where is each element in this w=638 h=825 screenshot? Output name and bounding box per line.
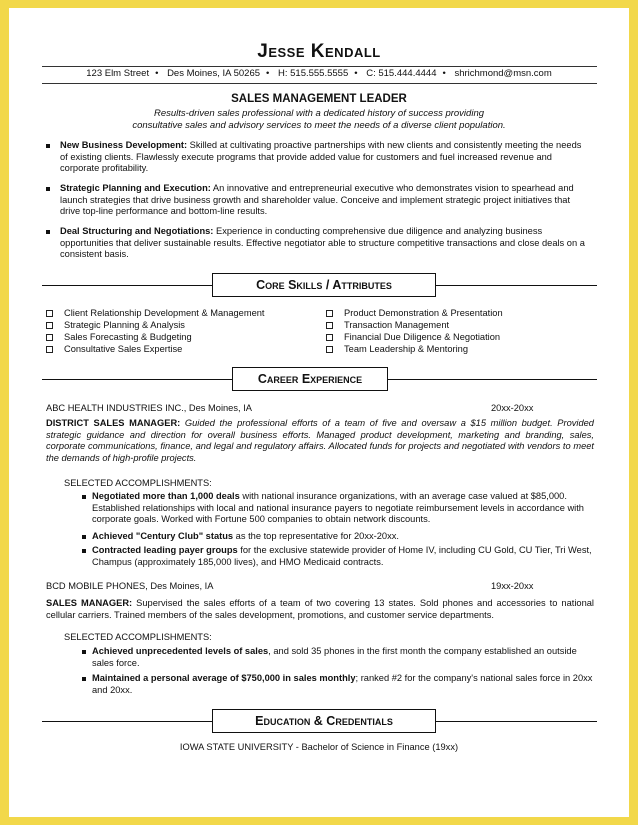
accomplishment-highlight: Contracted leading payer groups: [92, 545, 238, 555]
applicant-name: Jesse Kendall: [257, 41, 381, 62]
city: Des Moines, IA 50265: [167, 68, 261, 79]
checkbox-icon: [46, 322, 53, 329]
checkbox-icon: [326, 346, 333, 353]
accomplishment-highlight: Achieved "Century Club" status: [92, 531, 234, 541]
separator: •: [442, 68, 446, 79]
checkbox-icon: [326, 310, 333, 317]
skill-item: [46, 343, 265, 355]
skill-item: [46, 331, 265, 343]
summary-item: [46, 140, 591, 175]
contact-line: [9, 68, 629, 79]
summary-title: New Business Development:: [60, 140, 188, 150]
company-name: ABC HEALTH INDUSTRIES INC., Des Moines, IA: [46, 403, 252, 413]
summary-item: [46, 226, 591, 261]
skill-label: Consultative Sales Expertise: [64, 344, 183, 354]
bullet-icon: [82, 495, 86, 499]
skill-item: [46, 319, 265, 331]
email: shrichmond@msn.com: [454, 68, 552, 79]
job-summary: Supervised the sales efforts of a team of two covering 13 states. Sold phones and accessories to national cellular carriers. Trained members of the sales development, promotions, and customer service departments.: [46, 598, 594, 620]
skill-item: [326, 331, 503, 343]
checkbox-icon: [326, 334, 333, 341]
section-heading-education: Education & Credentials: [212, 709, 436, 733]
separator: •: [354, 68, 358, 79]
summary-text: Experience in conducting comprehensive due diligence and analyzing business opportunities that deliver sustainable results. Effective negotiator able to structure competitive transactions and close deals on a consistent basis.: [60, 226, 585, 260]
accomplishment-text: , and sold 35 phones in the first month the company established an outside sales force.: [92, 646, 577, 668]
summary-title: Strategic Planning and Execution:: [60, 183, 211, 193]
education-entry: IOWA STATE UNIVERSITY - Bachelor of Science in Finance (19xx): [179, 742, 459, 752]
separator: •: [155, 68, 159, 79]
accomplishment-highlight: Maintained a personal average of $750,000 in sales monthly: [92, 673, 356, 683]
summary-item: [46, 183, 591, 218]
resume-page: [9, 8, 629, 817]
skill-label: Product Demonstration & Presentation: [344, 308, 503, 318]
skill-label: Team Leadership & Mentoring: [344, 344, 469, 354]
accomplishment-item: [82, 491, 597, 526]
bullet-icon: [82, 677, 86, 681]
separator: •: [266, 68, 270, 79]
tagline: Results-driven sales professional with a dedicated history of success providing consultative sales and advisory services to meet the needs of a diverse client population.: [132, 108, 506, 131]
checkbox-icon: [326, 322, 333, 329]
accomplishments-label: SELECTED ACCOMPLISHMENTS:: [64, 632, 212, 642]
bullet-icon: [46, 144, 50, 148]
home-phone: H: 515.555.5555: [277, 68, 349, 79]
section-heading-experience: Career Experience: [232, 367, 388, 391]
job-dates: 20xx-20xx: [491, 403, 534, 413]
bullet-icon: [82, 650, 86, 654]
cell-phone: C: 515.444.4444: [366, 68, 437, 79]
skill-item: [326, 307, 503, 319]
bullet-icon: [46, 230, 50, 234]
skills-list-right: [326, 307, 503, 355]
accomplishment-item: [82, 531, 597, 543]
bullet-icon: [46, 187, 50, 191]
summary-text: An innovative and entrepreneurial executive who demonstrates vision to spearhead and launch strategies that drive business growth and shareholder value. Conceive and implement strategic project initiatives that drive top-line performance and bottom-line results.: [60, 183, 574, 217]
skill-label: Sales Forecasting & Budgeting: [64, 332, 192, 342]
skill-label: Financial Due Diligence & Negotiation: [344, 332, 501, 342]
skill-item: [46, 307, 265, 319]
job-summary: Guided the professional efforts of a team of five and oversaw a $15 million budget. Provided strategic guidance and direction for overall business efforts. Managed product development, marketing and branding, sales, corporate communications, finance, and legal and regulatory affairs. Allocated funds for projects and negotiated with vendors to meet the demands of high-profile projects.: [46, 418, 594, 464]
job-title: DISTRICT SALES MANAGER:: [46, 418, 181, 428]
skill-label: Client Relationship Development & Management: [64, 308, 265, 318]
skill-item: [326, 343, 503, 355]
accomplishment-text: for the exclusive statewide provider of Home IV, including CU Gold, CU Tier, Tri West, Champus (approximately 185,000 lives), and HMO Medicaid contracts.: [92, 545, 592, 567]
summary-title: Deal Structuring and Negotiations:: [60, 226, 214, 236]
accomplishments-label: SELECTED ACCOMPLISHMENTS:: [64, 478, 212, 488]
job-title: SALES MANAGER:: [46, 598, 133, 608]
headline: SALES MANAGEMENT LEADER: [231, 93, 407, 105]
accomplishment-highlight: Negotiated more than 1,000 deals: [92, 491, 240, 501]
header-rule-top: [42, 66, 597, 67]
accomplishment-item: [82, 673, 597, 696]
skill-label: Strategic Planning & Analysis: [64, 320, 185, 330]
checkbox-icon: [46, 334, 53, 341]
skill-label: Transaction Management: [344, 320, 450, 330]
summary-text: Skilled at cultivating proactive partnerships with new clients and consistently meeting the needs of existing clients. Flawlessly execute programs that provide added value for customers and fuel increased revenue and corporate profitability.: [60, 140, 582, 174]
skills-list-left: [46, 307, 265, 355]
checkbox-icon: [46, 346, 53, 353]
skill-item: [326, 319, 503, 331]
section-heading-skills: Core Skills / Attributes: [212, 273, 436, 297]
bullet-icon: [82, 549, 86, 553]
header-rule-bottom: [42, 83, 597, 84]
accomplishment-text: as the top representative for 20xx-20xx.: [233, 531, 399, 541]
accomplishment-text: ; ranked #2 for the company's national sales force in 20xx and 20xx.: [92, 673, 593, 695]
job-description: [46, 598, 594, 621]
checkbox-icon: [46, 310, 53, 317]
accomplishment-highlight: Achieved unprecedented levels of sales: [92, 646, 269, 656]
accomplishment-item: [82, 545, 597, 568]
job-description: [46, 418, 594, 465]
accomplishment-item: [82, 646, 597, 669]
accomplishment-text: with national insurance organizations, with an average case valued at $85,000. Established relationships with local and national insurance payers to negotiate reimbursement levels in accordance with corporate goals. Worked with Fortune 500 companies to obtain network discounts.: [92, 491, 584, 525]
bullet-icon: [82, 535, 86, 539]
company-name: BCD MOBILE PHONES, Des Moines, IA: [46, 581, 214, 591]
address: 123 Elm Street: [86, 68, 150, 79]
job-dates: 19xx-20xx: [491, 581, 534, 591]
